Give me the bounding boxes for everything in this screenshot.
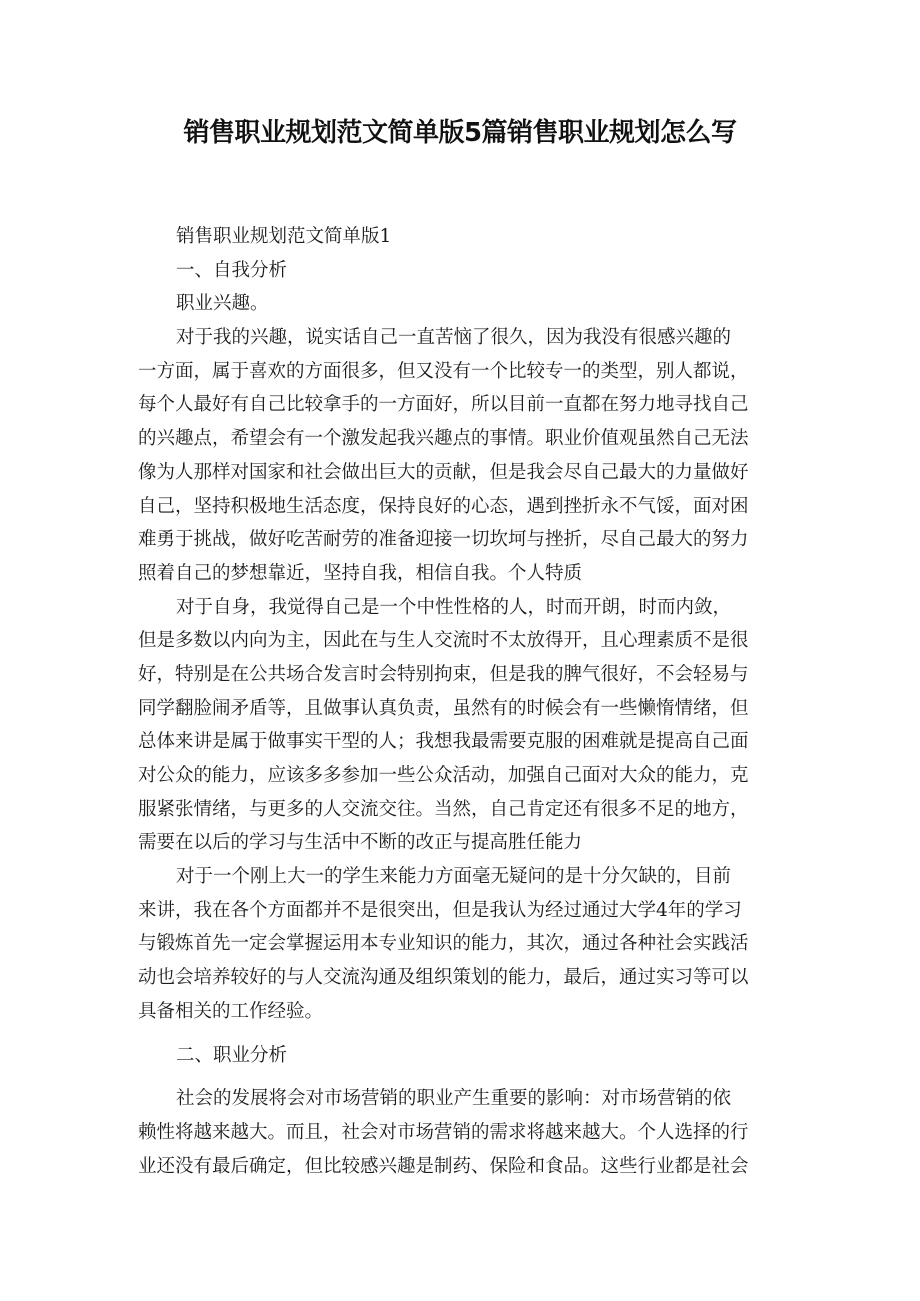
document-body [138,220,794,1183]
paragraph-line: 社会的发展将会对市场营销的职业产生重要的影响：对市场营销的依 [176,1088,732,1110]
paragraph-line: 照着自己的梦想靠近，坚持自我，相信自我。个人特质 [138,562,583,584]
paragraph-line: 好，特别是在公共场合发言时会特别拘束，但是我的脾气很好，不会轻易与 [138,663,749,685]
paragraph-line: 同学翻脸闹矛盾等，且做事认真负责，虽然有的时候会有一些懒惰情绪，但 [138,697,749,719]
paragraph-line: 对于我的兴趣，说实话自己一直苦恼了很久，因为我没有很感兴趣的 [176,327,732,349]
paragraph-line: 对于自身，我觉得自己是一个中性性格的人，时而开朗，时而内敛， [176,596,732,618]
paragraph-line: 具备相关的工作经验。 [138,1000,324,1022]
paragraph-line: 服紧张情绪，与更多的人交流交往。当然，自己肯定还有很多不足的地方， [138,798,749,820]
paragraph-spacer [138,1072,794,1082]
paragraph-line: 每个人最好有自己比较拿手的一方面好，所以目前一直都在努力地寻找自己 [138,394,749,416]
paragraph-line: 业还没有最后确定，但比较感兴趣是制药、保险和食品。这些行业都是社会 [138,1155,749,1177]
subsection-heading: 职业兴趣。 [176,293,269,315]
paragraph-line: 像为人那样对国家和社会做出巨大的贡献，但是我会尽自己最大的力量做好 [138,461,749,483]
paragraph-line: 来讲，我在各个方面都并不是很突出，但是我认为经过通过大学4年的学习 [138,899,742,921]
paragraph-line: 但是多数以内向为主，因此在与生人交流时不太放得开，且心理素质不是很 [138,630,749,652]
document-title: 销售职业规划范文简单版5篇销售职业规划怎么写 [183,118,737,148]
paragraph-line: 赖性将越来越大。而且，社会对市场营销的需求将越来越大。个人选择的行 [138,1121,749,1143]
paragraph-line: 的兴趣点，希望会有一个激发起我兴趣点的事情。职业价值观虽然自己无法 [138,428,749,450]
section-heading: 二、职业分析 [176,1044,288,1066]
paragraph-line: 与锻炼首先一定会掌握运用本专业知识的能力，其次，通过各种社会实践活 [138,933,749,955]
paragraph-line: 对公众的能力，应该多多参加一些公众活动，加强自己面对大众的能力，克 [138,765,749,786]
paragraph-spacer [138,1029,794,1039]
paragraph-line: 自己，坚持积极地生活态度，保持良好的心态，遇到挫折永不气馁，面对困 [138,495,749,517]
paragraph-line: 总体来讲是属于做事实干型的人；我想我最需要克服的困难就是提高自己面 [138,731,749,753]
paragraph-line: 需要在以后的学习与生活中不断的改正与提高胜任能力 [138,832,583,854]
section-subtitle: 销售职业规划范文简单版1 [176,226,392,247]
section-heading: 一、自我分析 [176,259,288,281]
paragraph-line: 一方面，属于喜欢的方面很多，但又没有一个比较专一的类型，别人都说， [138,360,749,382]
paragraph-line: 动也会培养较好的与人交流沟通及组织策划的能力，最后，通过实习等可以 [138,967,749,989]
paragraph-line: 对于一个刚上大一的学生来能力方面毫无疑问的是十分欠缺的，目前 [176,866,732,888]
paragraph-line: 难勇于挑战，做好吃苦耐劳的准备迎接一切坎坷与挫折，尽自己最大的努力 [138,529,749,551]
